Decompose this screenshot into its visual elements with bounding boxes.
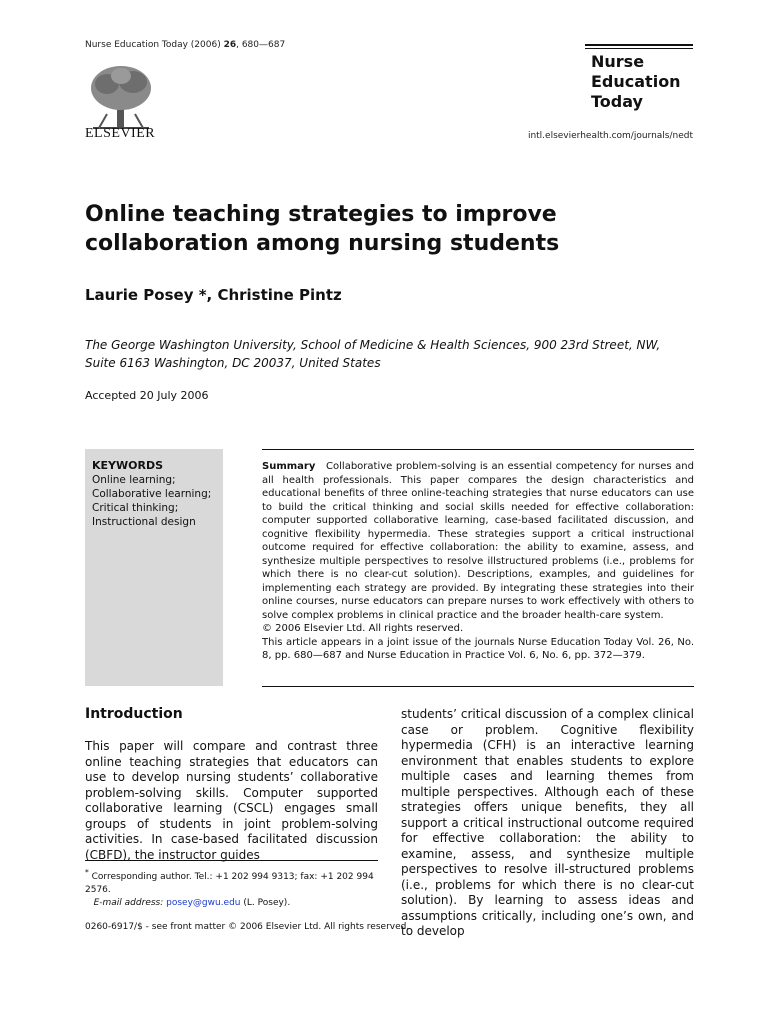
page-footer <box>85 922 409 932</box>
summary-copyright: © 2006 Elsevier Ltd. All rights reserved. <box>262 623 464 634</box>
summary-bottom-rule <box>262 686 694 687</box>
footnote-corresponding <box>85 866 378 897</box>
footnote-corresponding-text: Corresponding author. Tel.: +1 202 994 9313; fax: +1 202 994 2576. <box>85 872 374 895</box>
summary-label: Summary <box>262 461 316 472</box>
keywords-box <box>85 449 223 686</box>
summary-top-rule <box>262 449 694 450</box>
affiliation <box>85 336 675 372</box>
email-link[interactable]: posey@gwu.edu <box>166 898 241 908</box>
footer-copyright: © 2006 Elsevier Ltd. All rights reserved. <box>228 922 410 932</box>
journal-url[interactable]: intl.elsevierhealth.com/journals/nedt <box>527 131 693 141</box>
footnote <box>85 866 378 910</box>
keyword-item: Instructional design <box>92 516 196 528</box>
article-title <box>85 200 645 258</box>
journal-title-box <box>585 44 693 120</box>
journal-box-top-rule <box>585 44 693 49</box>
title-line1: Online teaching strategies to improve <box>85 202 557 227</box>
summary <box>262 460 694 663</box>
journal-name-line1: Nurse <box>591 52 645 71</box>
keyword-item: Collaborative learning; <box>92 488 212 500</box>
footnote-rule <box>85 860 378 861</box>
citation-prefix: Nurse Education Today (2006) <box>85 40 224 50</box>
affiliation-line2: Suite 6163 Washington, DC 20037, United States <box>85 356 381 370</box>
body-right-column: students’ critical discussion of a complex clinical case or problem. Cognitive flexibility hypermedia (CFH) is an interactive learning environment that enables students to explore multiple cases and learning themes from multiple perspectives. Although each of these strategies offers unique benefits, they all support a critical instructional outcome required for effective collaboration: the ability to examine, assess, and synthesize multiple perspectives to resolve ill-structured problems (i.e., problems for which there is no clear-cut solution). By learning to assess ideas and assumptions critically, including one’s own, and to develop <box>401 707 694 938</box>
journal-name-line2: Education <box>591 72 681 91</box>
citation-pages: , 680—687 <box>236 40 286 50</box>
summary-paragraph <box>262 460 694 622</box>
email-label: E-mail address: <box>93 898 164 908</box>
publisher-name: ELSEVIER <box>85 126 156 141</box>
footer-issn: 0260-6917/$ - see front matter <box>85 922 226 932</box>
body-left-column: This paper will compare and contrast three online teaching strategies that educators can use to develop nursing students’ collaborative problem-solving skills. Computer supported collaborative learning (CSCL) engages small groups of students in joint problem-solving activities. In case-based facilitated discussion (CBFD), the instructor guides <box>85 739 378 862</box>
footnote-marker: * <box>85 868 89 877</box>
accepted-date: Accepted 20 July 2006 <box>85 389 209 402</box>
title-line2: collaboration among nursing students <box>85 231 560 256</box>
footnote-email-line <box>85 897 378 910</box>
email-suffix: (L. Posey). <box>243 898 291 908</box>
citation-volume: 26 <box>223 40 237 50</box>
keywords-title: KEYWORDS <box>92 459 164 472</box>
journal-name-line3: Today <box>591 92 643 111</box>
keyword-item: Online learning; <box>92 474 176 486</box>
affiliation-line1: The George Washington University, School of Medicine & Health Sciences, 900 23rd Street, NW, <box>85 338 661 352</box>
authors: Laurie Posey *, Christine Pintz <box>85 286 342 304</box>
introduction-heading: Introduction <box>85 706 183 722</box>
journal-citation <box>85 40 285 50</box>
summary-text: Collaborative problem-solving is an essential competency for nurses and all health professionals. This paper compares the design characteristics and educational benefits of three online-teaching strategies that nurse educators can use to build the critical thinking and social skills needed for effective collaboration: computer supported collaborative learning, case-based facilitated discussion, and cognitive flexibility hypermedia. These strategies support a critical instructional outcome required for effective collaboration: the ability to examine, assess, and synthesize multiple perspectives to resolve illstructured problems (i.e., problems for which there is no clear-cut solution). Descriptions, examples, and guidelines for implementing each strategy are provided. By integrating these strategies into their online courses, nurse educators can prepare nurses to work effectively with others to solve complex problems in clinical practice and the broader health-care system. <box>262 461 694 621</box>
summary-joint-issue: This article appears in a joint issue of the journals Nurse Education Today Vol. 26, No. 8, pp. 680—687 and Nurse Education in Practice Vol. 6, No. 6, pp. 372—379. <box>262 636 694 661</box>
keyword-item: Critical thinking; <box>92 502 179 514</box>
journal-name <box>591 52 681 112</box>
